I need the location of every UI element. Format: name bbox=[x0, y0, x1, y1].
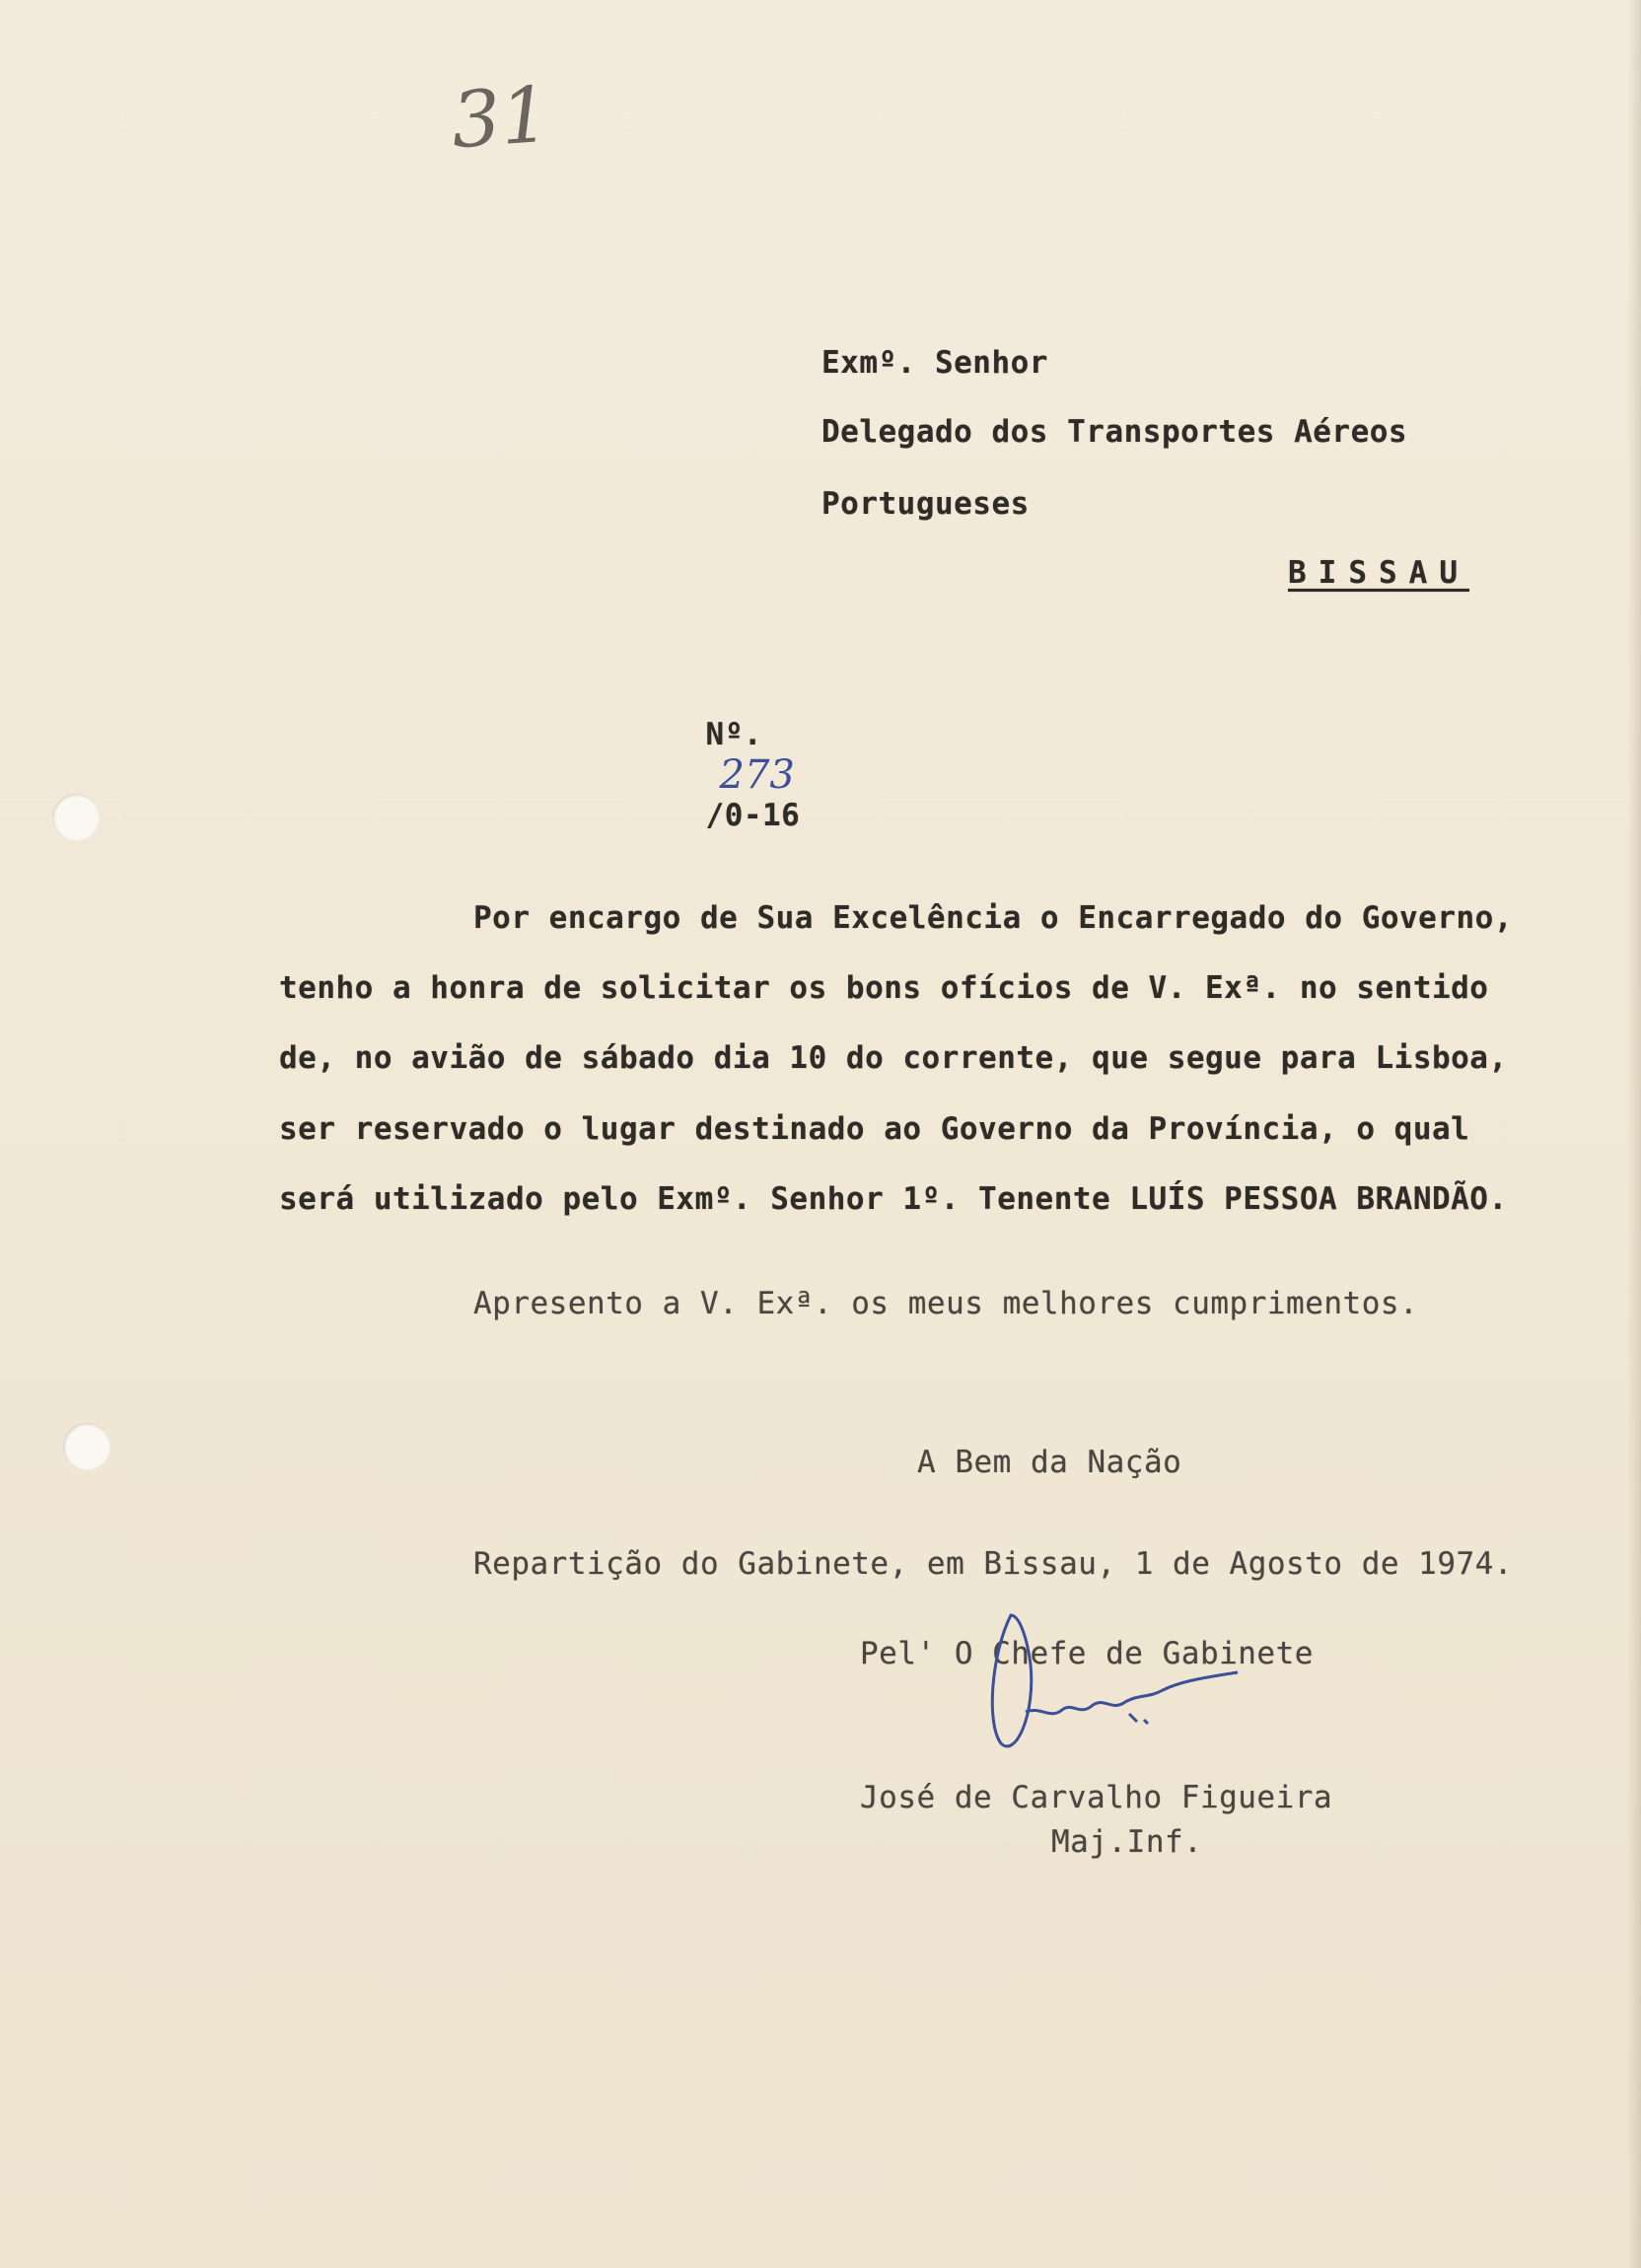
signatory-on-behalf: Pel' O Chefe de Gabinete bbox=[860, 1636, 1314, 1671]
closing-line: Apresento a V. Exª. os meus melhores cumprimentos. bbox=[473, 1286, 1419, 1321]
reference-handwritten-number: 273 bbox=[719, 752, 795, 798]
salutation: A Bem da Nação bbox=[917, 1445, 1182, 1480]
addressee-city: BISSAU bbox=[1288, 555, 1469, 591]
page-edge-shadow bbox=[1627, 0, 1641, 2268]
body-line-1: Por encargo de Sua Excelência o Encarregado do Governo, bbox=[473, 900, 1513, 936]
signatory-name: José de Carvalho Figueira bbox=[860, 1780, 1333, 1815]
body-line-4: ser reservado o lugar destinado ao Governo da Província, o qual bbox=[279, 1111, 1470, 1147]
reference-number bbox=[668, 698, 800, 852]
signatory-rank: Maj.Inf. bbox=[1051, 1824, 1203, 1860]
addressee-line-2: Delegado dos Transportes Aéreos bbox=[821, 414, 1408, 450]
reference-suffix: /0-16 bbox=[705, 798, 801, 833]
body-line-3: de, no avião de sábado dia 10 do corrente, que segue para Lisboa, bbox=[279, 1040, 1508, 1076]
addressee-line-1: Exmº. Senhor bbox=[821, 345, 1048, 381]
page-number-pencil: 31 bbox=[448, 70, 553, 167]
place-and-date: Repartição do Gabinete, em Bissau, 1 de Agosto de 1974. bbox=[473, 1546, 1513, 1582]
punch-hole bbox=[52, 794, 100, 841]
body-line-2: tenho a honra de solicitar os bons ofícios de V. Exª. no sentido bbox=[279, 970, 1489, 1006]
handwritten-signature bbox=[981, 1595, 1257, 1783]
body-line-5: será utilizado pelo Exmº. Senhor 1º. Tenente LUÍS PESSOA BRANDÃO. bbox=[279, 1181, 1508, 1217]
reference-prefix: Nº. bbox=[705, 717, 763, 752]
punch-hole bbox=[63, 1423, 110, 1470]
addressee-line-3: Portugueses bbox=[821, 486, 1030, 522]
